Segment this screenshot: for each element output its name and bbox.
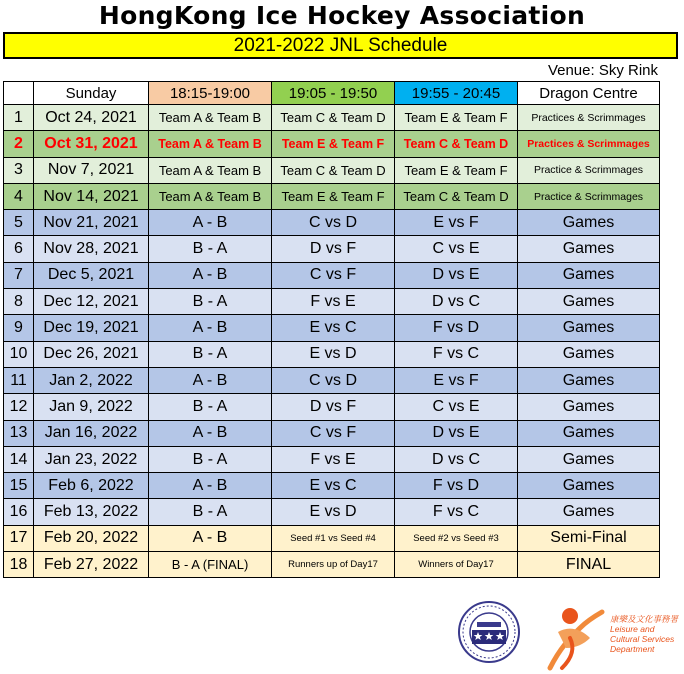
table-row xyxy=(4,341,660,367)
row-slot-3: Seed #2 vs Seed #3 xyxy=(395,525,518,551)
row-slot-3: E vs F xyxy=(395,367,518,393)
row-number: 11 xyxy=(4,367,34,393)
row-slot-2: E vs D xyxy=(272,499,395,525)
row-number: 8 xyxy=(4,289,34,315)
row-number: 6 xyxy=(4,236,34,262)
row-dragon-centre: FINAL xyxy=(518,552,660,578)
row-slot-2: E vs D xyxy=(272,341,395,367)
row-date: Oct 24, 2021 xyxy=(34,105,149,131)
header-slot-2: 19:05 - 19:50 xyxy=(272,82,395,105)
row-number: 1 xyxy=(4,105,34,131)
row-date: Feb 20, 2022 xyxy=(34,525,149,551)
row-number: 18 xyxy=(4,552,34,578)
table-row xyxy=(4,289,660,315)
row-slot-1: B - A xyxy=(149,341,272,367)
row-date: Nov 14, 2021 xyxy=(34,183,149,209)
row-number: 2 xyxy=(4,131,34,157)
row-slot-1: B - A xyxy=(149,289,272,315)
row-dragon-centre: Semi-Final xyxy=(518,525,660,551)
lcsd-runner-icon xyxy=(540,598,610,672)
association-seal-icon xyxy=(449,600,529,664)
row-slot-1: B - A xyxy=(149,394,272,420)
row-dragon-centre: Games xyxy=(518,367,660,393)
header-slot-3: 19:55 - 20:45 xyxy=(395,82,518,105)
row-slot-2: E vs C xyxy=(272,473,395,499)
row-slot-2: Team C & Team D xyxy=(272,105,395,131)
row-slot-1: Team A & Team B xyxy=(149,131,272,157)
row-dragon-centre: Games xyxy=(518,315,660,341)
row-number: 17 xyxy=(4,525,34,551)
row-slot-1: Team A & Team B xyxy=(149,183,272,209)
header-dragon-centre: Dragon Centre xyxy=(518,82,660,105)
table-row xyxy=(4,315,660,341)
row-number: 14 xyxy=(4,446,34,472)
row-slot-1: B - A xyxy=(149,499,272,525)
row-dragon-centre: Games xyxy=(518,262,660,288)
row-slot-1: A - B xyxy=(149,525,272,551)
row-date: Oct 31, 2021 xyxy=(34,131,149,157)
row-date: Jan 16, 2022 xyxy=(34,420,149,446)
row-slot-2: E vs C xyxy=(272,315,395,341)
table-row xyxy=(4,552,660,578)
table-row xyxy=(4,236,660,262)
row-slot-1: A - B xyxy=(149,262,272,288)
table-row xyxy=(4,262,660,288)
row-dragon-centre: Games xyxy=(518,289,660,315)
row-slot-3: D vs C xyxy=(395,289,518,315)
row-slot-2: D vs F xyxy=(272,394,395,420)
row-date: Jan 9, 2022 xyxy=(34,394,149,420)
row-slot-3: F vs D xyxy=(395,315,518,341)
row-slot-3: C vs E xyxy=(395,394,518,420)
row-date: Jan 23, 2022 xyxy=(34,446,149,472)
row-number: 3 xyxy=(4,157,34,183)
schedule-body xyxy=(4,105,660,578)
row-slot-2: Team E & Team F xyxy=(272,131,395,157)
table-row xyxy=(4,157,660,183)
row-slot-1: A - B xyxy=(149,210,272,236)
row-slot-2: C vs F xyxy=(272,420,395,446)
row-slot-2: Seed #1 vs Seed #4 xyxy=(272,525,395,551)
header-number xyxy=(4,82,34,105)
row-slot-2: F vs E xyxy=(272,289,395,315)
table-row xyxy=(4,473,660,499)
row-number: 10 xyxy=(4,341,34,367)
row-slot-2: C vs F xyxy=(272,262,395,288)
table-row xyxy=(4,394,660,420)
row-slot-3: Team E & Team F xyxy=(395,105,518,131)
row-slot-2: D vs F xyxy=(272,236,395,262)
table-row xyxy=(4,499,660,525)
schedule-table xyxy=(3,81,660,578)
table-row xyxy=(4,367,660,393)
table-row xyxy=(4,210,660,236)
row-dragon-centre: Games xyxy=(518,341,660,367)
row-slot-3: Team E & Team F xyxy=(395,157,518,183)
row-dragon-centre: Games xyxy=(518,394,660,420)
row-slot-1: B - A (FINAL) xyxy=(149,552,272,578)
row-slot-2: Team E & Team F xyxy=(272,183,395,209)
row-number: 15 xyxy=(4,473,34,499)
row-slot-1: A - B xyxy=(149,420,272,446)
row-slot-2: C vs D xyxy=(272,367,395,393)
header-sunday: Sunday xyxy=(34,82,149,105)
row-dragon-centre: Practice & Scrimmages xyxy=(518,183,660,209)
row-slot-3: D vs E xyxy=(395,262,518,288)
venue-label: Venue: Sky Rink xyxy=(547,62,658,79)
row-slot-1: A - B xyxy=(149,473,272,499)
row-slot-3: D vs E xyxy=(395,420,518,446)
lcsd-english-name: Leisure and Cultural Services Department xyxy=(610,624,675,654)
row-dragon-centre: Games xyxy=(518,473,660,499)
row-number: 5 xyxy=(4,210,34,236)
row-slot-3: F vs C xyxy=(395,499,518,525)
row-slot-3: Team C & Team D xyxy=(395,183,518,209)
row-slot-2: Runners up of Day17 xyxy=(272,552,395,578)
row-slot-2: F vs E xyxy=(272,446,395,472)
lcsd-chinese-name: 康樂及文化事務署 xyxy=(610,614,679,624)
row-dragon-centre: Games xyxy=(518,446,660,472)
row-slot-1: B - A xyxy=(149,236,272,262)
row-slot-1: B - A xyxy=(149,446,272,472)
row-date: Nov 7, 2021 xyxy=(34,157,149,183)
row-dragon-centre: Games xyxy=(518,420,660,446)
schedule-subtitle: 2021-2022 JNL Schedule xyxy=(3,32,678,59)
row-slot-3: E vs F xyxy=(395,210,518,236)
row-date: Dec 26, 2021 xyxy=(34,341,149,367)
table-row xyxy=(4,105,660,131)
row-number: 13 xyxy=(4,420,34,446)
row-number: 4 xyxy=(4,183,34,209)
lcsd-logo-text xyxy=(610,614,682,654)
row-date: Jan 2, 2022 xyxy=(34,367,149,393)
row-slot-3: Team C & Team D xyxy=(395,131,518,157)
row-date: Feb 13, 2022 xyxy=(34,499,149,525)
row-slot-1: A - B xyxy=(149,367,272,393)
row-dragon-centre: Practices & Scrimmages xyxy=(518,105,660,131)
row-date: Nov 21, 2021 xyxy=(34,210,149,236)
row-number: 9 xyxy=(4,315,34,341)
row-number: 7 xyxy=(4,262,34,288)
table-row xyxy=(4,183,660,209)
row-slot-2: Team C & Team D xyxy=(272,157,395,183)
table-row xyxy=(4,525,660,551)
row-slot-3: F vs D xyxy=(395,473,518,499)
row-slot-1: A - B xyxy=(149,315,272,341)
row-dragon-centre: Games xyxy=(518,499,660,525)
table-row xyxy=(4,446,660,472)
row-number: 16 xyxy=(4,499,34,525)
row-date: Dec 12, 2021 xyxy=(34,289,149,315)
row-dragon-centre: Games xyxy=(518,210,660,236)
row-slot-2: C vs D xyxy=(272,210,395,236)
row-date: Feb 6, 2022 xyxy=(34,473,149,499)
table-row xyxy=(4,420,660,446)
header-row xyxy=(4,82,660,105)
row-date: Feb 27, 2022 xyxy=(34,552,149,578)
table-row xyxy=(4,131,660,157)
row-slot-1: Team A & Team B xyxy=(149,105,272,131)
row-slot-1: Team A & Team B xyxy=(149,157,272,183)
page-title: HongKong Ice Hockey Association xyxy=(98,1,586,30)
row-slot-3: D vs C xyxy=(395,446,518,472)
header-slot-1: 18:15-19:00 xyxy=(149,82,272,105)
row-slot-3: C vs E xyxy=(395,236,518,262)
row-dragon-centre: Practice & Scrimmages xyxy=(518,157,660,183)
row-dragon-centre: Games xyxy=(518,236,660,262)
row-slot-3: F vs C xyxy=(395,341,518,367)
row-date: Dec 19, 2021 xyxy=(34,315,149,341)
row-number: 12 xyxy=(4,394,34,420)
row-date: Dec 5, 2021 xyxy=(34,262,149,288)
row-dragon-centre: Practices & Scrimmages xyxy=(518,131,660,157)
row-date: Nov 28, 2021 xyxy=(34,236,149,262)
row-slot-3: Winners of Day17 xyxy=(395,552,518,578)
